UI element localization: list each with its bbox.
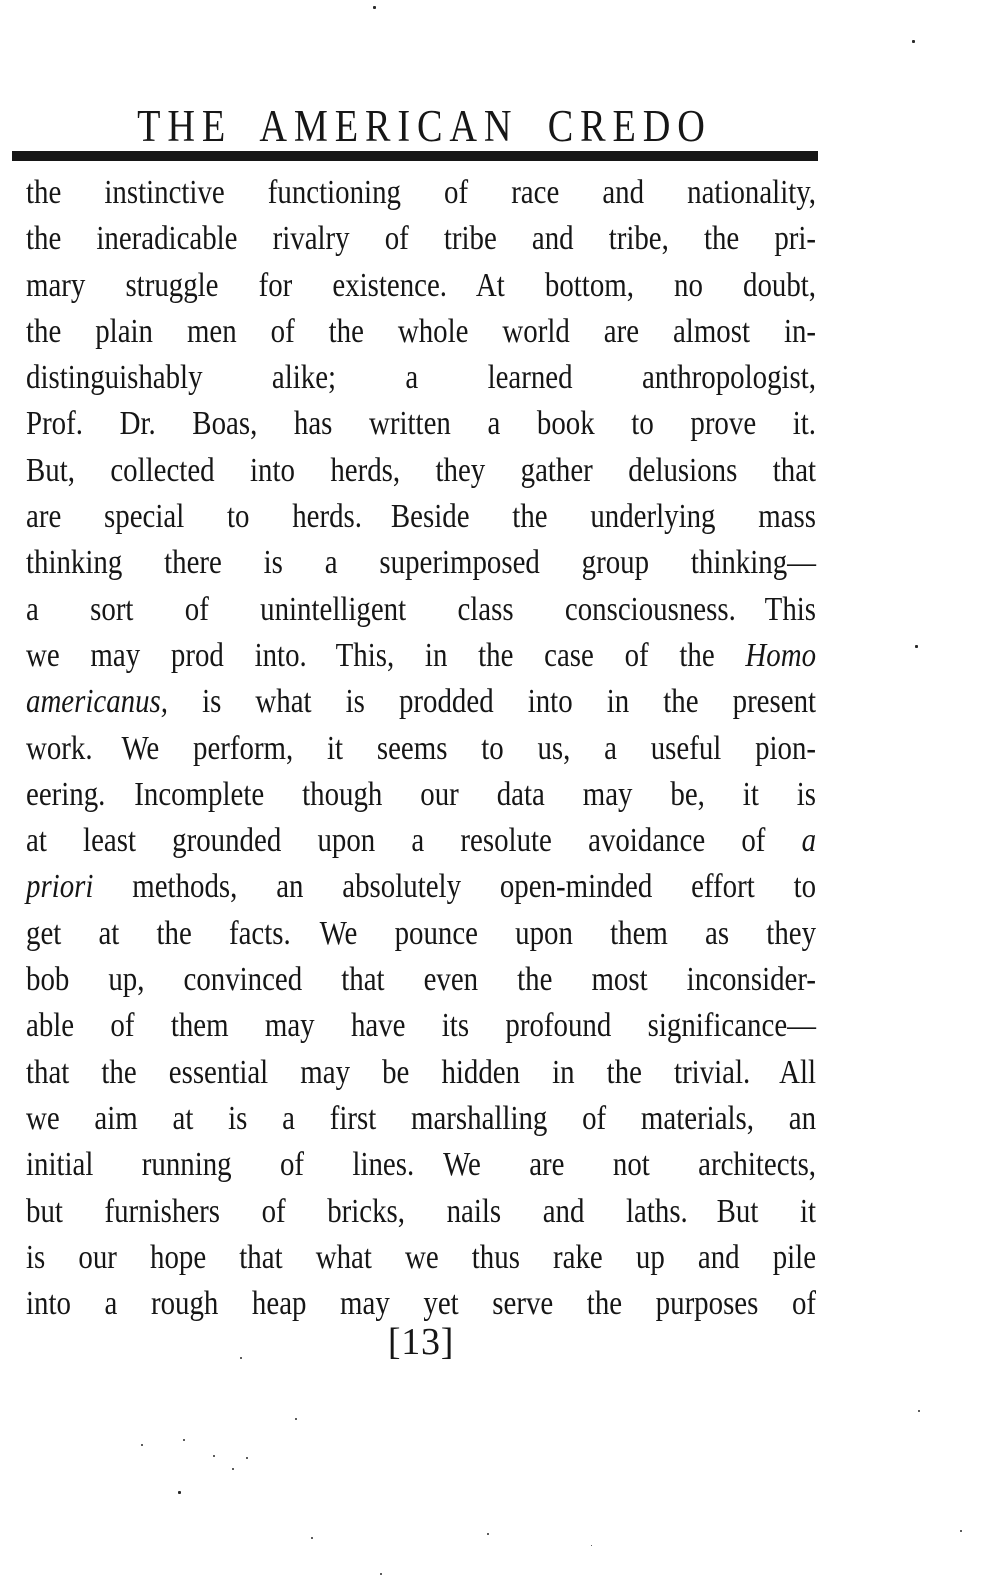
- text-line: into a rough heap may yet serve the purposes of: [26, 1285, 817, 1323]
- scan-speck: [960, 1530, 962, 1532]
- text-line: but furnishers of bricks, nails and laths. But it: [26, 1192, 817, 1230]
- text-line: americanus, is what is prodded into in the present: [26, 683, 817, 721]
- scan-speck: [915, 645, 918, 648]
- scan-speck: [311, 1537, 313, 1539]
- text-line: we aim at is a first marshalling of materials, an: [26, 1099, 817, 1137]
- running-head: THE AMERICAN CREDO: [137, 101, 712, 151]
- text-line: thinking there is a superimposed group thinking—: [26, 544, 817, 582]
- scan-speck: [183, 1439, 185, 1441]
- scan-speck: [912, 40, 915, 43]
- text-line: the instinctive functioning of race and nationality,: [26, 174, 817, 211]
- text-line: But, collected into herds, they gather delusions that: [26, 451, 817, 489]
- scan-speck: [487, 1533, 489, 1535]
- text-line: initial running of lines. We are not architects,: [26, 1146, 817, 1184]
- text-line: that the essential may be hidden in the trivial. All: [26, 1053, 817, 1091]
- text-line: mary struggle for existence. At bottom, no doubt,: [26, 266, 817, 304]
- scan-speck: [213, 1455, 215, 1457]
- text-line: get at the facts. We pounce upon them as they: [26, 914, 817, 952]
- scan-speck: [246, 1457, 248, 1459]
- text-line: the plain men of the whole world are almost in-: [26, 312, 817, 350]
- text-line: eering. Incomplete though our data may be, it is: [26, 775, 817, 813]
- text-line: the ineradicable rivalry of tribe and tribe, the pri-: [26, 220, 817, 258]
- text-line: work. We perform, it seems to us, a useful pion-: [26, 729, 817, 767]
- text-line: bob up, convinced that even the most inconsider-: [26, 961, 817, 999]
- page-number: [13]: [387, 1321, 455, 1363]
- text-line: are special to herds. Beside the underlying mass: [26, 498, 817, 536]
- text-line: priori methods, an absolutely open-minded effort to: [26, 868, 817, 906]
- scan-speck: [918, 1410, 920, 1412]
- text-line: we may prod into. This, in the case of the Homo: [26, 636, 817, 674]
- scan-speck: [380, 1573, 382, 1575]
- text-line: Prof. Dr. Boas, has written a book to prove it.: [26, 405, 817, 443]
- scan-speck: [232, 1468, 234, 1470]
- text-line: at least grounded upon a resolute avoidance of a: [26, 822, 817, 860]
- scan-speck: [591, 1545, 592, 1546]
- scan-speck: [141, 1444, 143, 1446]
- text-line: a sort of unintelligent class consciousness. This: [26, 590, 817, 628]
- scan-speck: [240, 1357, 242, 1359]
- body-text: [26, 170, 816, 1327]
- header-rule: [12, 151, 818, 161]
- scan-speck: [178, 1491, 181, 1494]
- scan-speck: [373, 6, 376, 9]
- scan-speck: [295, 1418, 297, 1420]
- text-line: able of them may have its profound significance—: [26, 1007, 817, 1045]
- text-line: distinguishably alike; a learned anthropologist,: [26, 359, 817, 397]
- text-line: is our hope that what we thus rake up and pile: [26, 1238, 817, 1276]
